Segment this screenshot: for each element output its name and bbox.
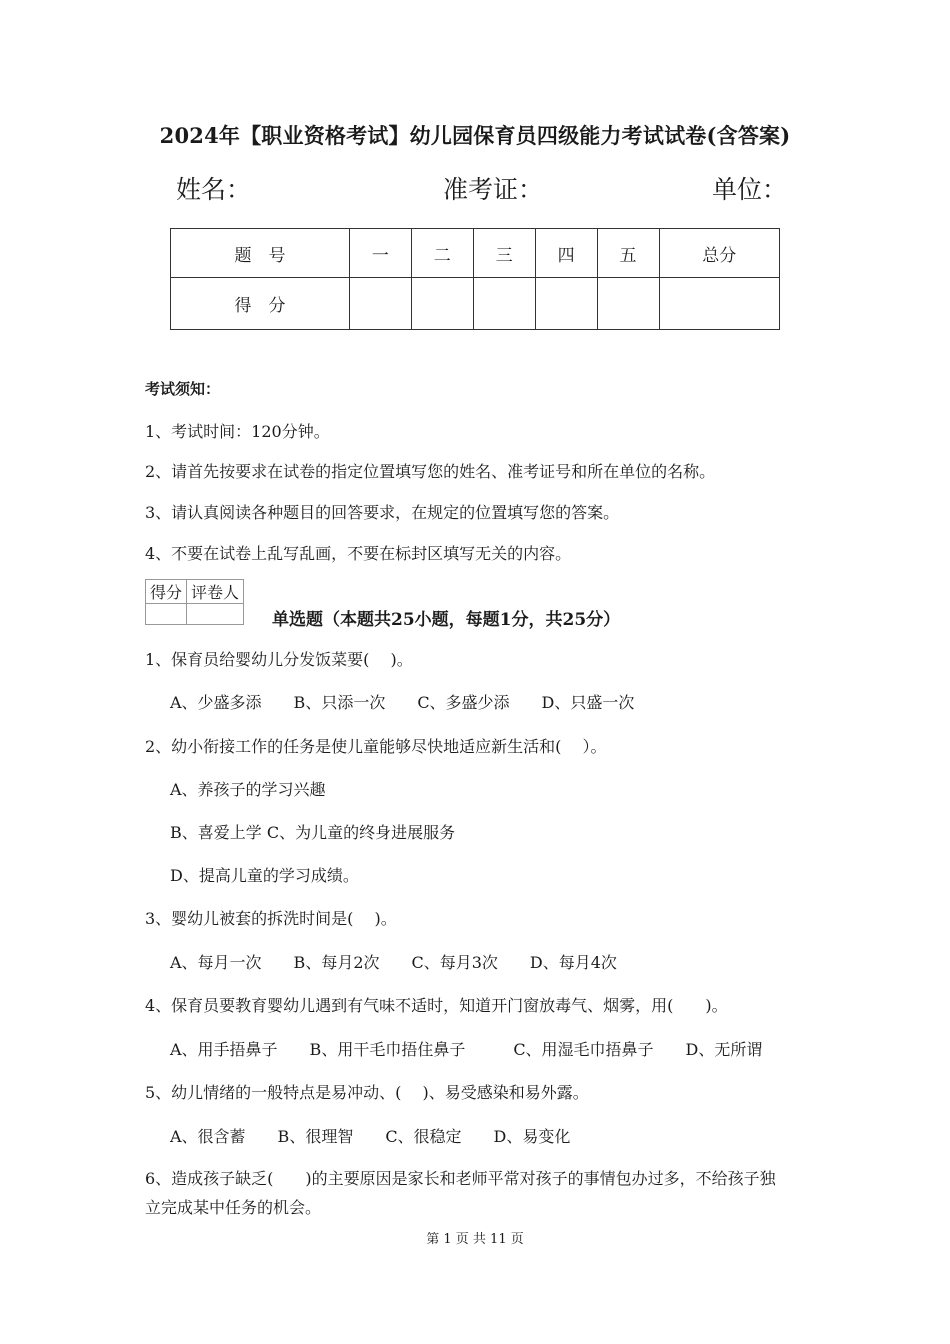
name-field-label: 姓名： (176, 175, 252, 204)
notice-heading: 考试须知： (145, 380, 221, 398)
score-header-cell: 五 (597, 229, 659, 278)
question-stem: 5、幼儿情绪的一般特点是易冲动、( )、易受感染和易外露。 (145, 1083, 589, 1102)
unit-field-label: 单位： (712, 175, 788, 204)
score-cell (659, 278, 779, 330)
notice-item: 3、请认真阅读各种题目的回答要求，在规定的位置填写您的答案。 (145, 503, 620, 522)
question-stem: 1、保育员给婴幼儿分发饭菜要( )。 (145, 650, 413, 669)
score-header-cell: 四 (535, 229, 597, 278)
grader-box (145, 579, 244, 625)
grader-reviewer-label: 评卷人 (187, 580, 244, 604)
notice-item: 2、请首先按要求在试卷的指定位置填写您的姓名、准考证号和所在单位的名称。 (145, 462, 716, 481)
notice-item: 4、不要在试卷上乱写乱画，不要在标封区填写无关的内容。 (145, 544, 572, 563)
notice-item: 1、考试时间：120分钟。 (145, 422, 330, 441)
question-stem: 6、造成孩子缺乏( )的主要原因是家长和老师平常对孩子的事情包办过多，不给孩子独 (145, 1169, 776, 1188)
page-footer: 第 1 页 共 11 页 (426, 1232, 524, 1247)
score-cell (411, 278, 473, 330)
question-options: A、少盛多添 B、只添一次 C、多盛少添 D、只盛一次 (170, 693, 635, 712)
grader-reviewer-cell (187, 604, 244, 625)
score-cell (349, 278, 411, 330)
question-stem: 3、婴幼儿被套的拆洗时间是( )。 (145, 909, 397, 928)
score-header-cell: 题 号 (171, 229, 350, 278)
grader-score-cell (146, 604, 187, 625)
question-options: A、用手捂鼻子 B、用干毛巾捂住鼻子 C、用湿毛巾捂鼻子 D、无所谓 (170, 1040, 763, 1059)
score-header-cell: 总分 (659, 229, 779, 278)
grader-score-label: 得分 (146, 580, 187, 604)
question-stem: 4、保育员要教育婴幼儿遇到有气味不适时，知道开门窗放毒气、烟雾，用( )。 (145, 996, 728, 1015)
question-options: A、每月一次 B、每月2次 C、每月3次 D、每月4次 (170, 953, 617, 972)
score-header-cell: 二 (411, 229, 473, 278)
score-table-header-row (171, 229, 780, 278)
score-cell (535, 278, 597, 330)
question-option: B、喜爱上学 C、为儿童的终身进展服务 (170, 823, 456, 842)
question-stem: 2、幼小衔接工作的任务是使儿童能够尽快地适应新生活和( ）。 (145, 737, 607, 756)
score-cell (597, 278, 659, 330)
question-options: A、很含蓄 B、很理智 C、很稳定 D、易变化 (170, 1127, 571, 1146)
exam-id-field-label: 准考证： (443, 175, 544, 204)
score-row-label: 得 分 (171, 278, 350, 330)
question-option: A、养孩子的学习兴趣 (170, 780, 326, 799)
score-header-cell: 三 (473, 229, 535, 278)
page-title: 2024年【职业资格考试】幼儿园保育员四级能力考试试卷(含答案) (159, 123, 791, 148)
score-table (170, 228, 780, 330)
score-table-score-row (171, 278, 780, 330)
score-header-cell: 一 (349, 229, 411, 278)
question-option: D、提高儿童的学习成绩。 (170, 866, 359, 885)
score-cell (473, 278, 535, 330)
section-title: 单选题（本题共25小题，每题1分，共25分） (272, 610, 621, 630)
question-stem-continued: 立完成某中任务的机会。 (145, 1198, 322, 1217)
